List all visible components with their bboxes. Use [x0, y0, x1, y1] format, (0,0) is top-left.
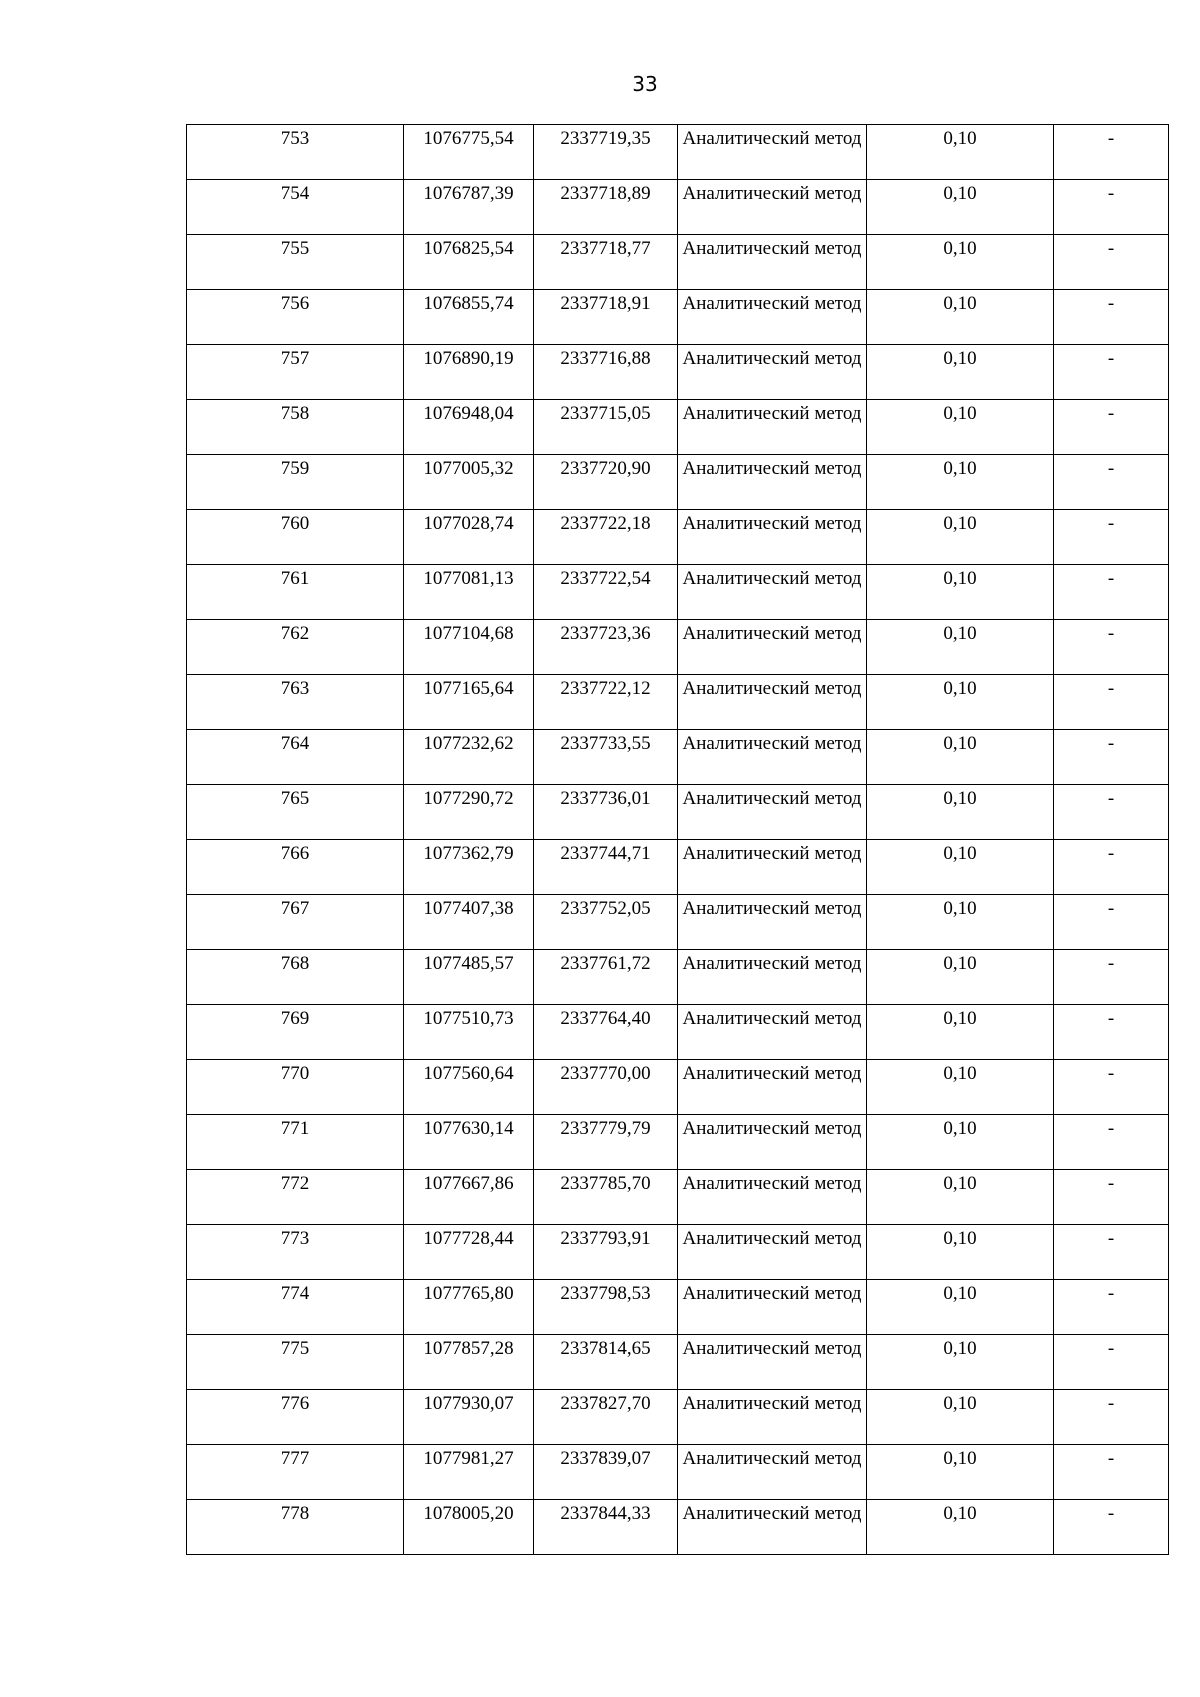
point-number-cell: 777 [187, 1445, 404, 1500]
accuracy-cell: 0,10 [867, 730, 1054, 785]
method-cell: Аналитический метод [678, 785, 867, 840]
x-coordinate-cell: 1077930,07 [404, 1390, 534, 1445]
method-cell: Аналитический метод [678, 1280, 867, 1335]
point-number-cell: 760 [187, 510, 404, 565]
table-row [187, 840, 1169, 895]
method-cell: Аналитический метод [678, 125, 867, 180]
coordinates-table-body [187, 125, 1169, 1555]
y-coordinate-cell: 2337716,88 [534, 345, 678, 400]
x-coordinate-cell: 1076890,19 [404, 345, 534, 400]
x-coordinate-cell: 1076855,74 [404, 290, 534, 345]
y-coordinate-cell: 2337827,70 [534, 1390, 678, 1445]
note-cell: - [1054, 125, 1169, 180]
accuracy-cell: 0,10 [867, 785, 1054, 840]
x-coordinate-cell: 1077630,14 [404, 1115, 534, 1170]
table-row [187, 290, 1169, 345]
table-row [187, 1060, 1169, 1115]
table-row [187, 675, 1169, 730]
accuracy-cell: 0,10 [867, 180, 1054, 235]
table-row [187, 785, 1169, 840]
x-coordinate-cell: 1077510,73 [404, 1005, 534, 1060]
table-row [187, 180, 1169, 235]
x-coordinate-cell: 1077232,62 [404, 730, 534, 785]
y-coordinate-cell: 2337718,91 [534, 290, 678, 345]
accuracy-cell: 0,10 [867, 345, 1054, 400]
x-coordinate-cell: 1076775,54 [404, 125, 534, 180]
accuracy-cell: 0,10 [867, 1390, 1054, 1445]
accuracy-cell: 0,10 [867, 675, 1054, 730]
accuracy-cell: 0,10 [867, 1335, 1054, 1390]
note-cell: - [1054, 1280, 1169, 1335]
note-cell: - [1054, 1500, 1169, 1555]
note-cell: - [1054, 180, 1169, 235]
table-row [187, 235, 1169, 290]
note-cell: - [1054, 1005, 1169, 1060]
method-cell: Аналитический метод [678, 730, 867, 785]
y-coordinate-cell: 2337844,33 [534, 1500, 678, 1555]
point-number-cell: 757 [187, 345, 404, 400]
y-coordinate-cell: 2337793,91 [534, 1225, 678, 1280]
point-number-cell: 759 [187, 455, 404, 510]
point-number-cell: 766 [187, 840, 404, 895]
method-cell: Аналитический метод [678, 1445, 867, 1500]
accuracy-cell: 0,10 [867, 510, 1054, 565]
y-coordinate-cell: 2337814,65 [534, 1335, 678, 1390]
point-number-cell: 770 [187, 1060, 404, 1115]
note-cell: - [1054, 675, 1169, 730]
note-cell: - [1054, 565, 1169, 620]
note-cell: - [1054, 730, 1169, 785]
accuracy-cell: 0,10 [867, 455, 1054, 510]
table-row [187, 565, 1169, 620]
method-cell: Аналитический метод [678, 1005, 867, 1060]
y-coordinate-cell: 2337744,71 [534, 840, 678, 895]
accuracy-cell: 0,10 [867, 1280, 1054, 1335]
table-row [187, 1280, 1169, 1335]
y-coordinate-cell: 2337720,90 [534, 455, 678, 510]
table-row [187, 400, 1169, 455]
x-coordinate-cell: 1076825,54 [404, 235, 534, 290]
table-row [187, 1115, 1169, 1170]
table-row [187, 1225, 1169, 1280]
y-coordinate-cell: 2337770,00 [534, 1060, 678, 1115]
table-row [187, 1445, 1169, 1500]
x-coordinate-cell: 1077362,79 [404, 840, 534, 895]
note-cell: - [1054, 1390, 1169, 1445]
x-coordinate-cell: 1078005,20 [404, 1500, 534, 1555]
table-row [187, 455, 1169, 510]
x-coordinate-cell: 1077104,68 [404, 620, 534, 675]
accuracy-cell: 0,10 [867, 1115, 1054, 1170]
point-number-cell: 774 [187, 1280, 404, 1335]
note-cell: - [1054, 1170, 1169, 1225]
y-coordinate-cell: 2337752,05 [534, 895, 678, 950]
note-cell: - [1054, 1335, 1169, 1390]
accuracy-cell: 0,10 [867, 840, 1054, 895]
method-cell: Аналитический метод [678, 290, 867, 345]
method-cell: Аналитический метод [678, 565, 867, 620]
accuracy-cell: 0,10 [867, 1005, 1054, 1060]
accuracy-cell: 0,10 [867, 565, 1054, 620]
y-coordinate-cell: 2337715,05 [534, 400, 678, 455]
point-number-cell: 778 [187, 1500, 404, 1555]
method-cell: Аналитический метод [678, 620, 867, 675]
table-row [187, 950, 1169, 1005]
accuracy-cell: 0,10 [867, 290, 1054, 345]
y-coordinate-cell: 2337722,18 [534, 510, 678, 565]
x-coordinate-cell: 1077028,74 [404, 510, 534, 565]
accuracy-cell: 0,10 [867, 620, 1054, 675]
accuracy-cell: 0,10 [867, 1060, 1054, 1115]
method-cell: Аналитический метод [678, 675, 867, 730]
y-coordinate-cell: 2337798,53 [534, 1280, 678, 1335]
y-coordinate-cell: 2337718,77 [534, 235, 678, 290]
x-coordinate-cell: 1077407,38 [404, 895, 534, 950]
table-row [187, 895, 1169, 950]
accuracy-cell: 0,10 [867, 235, 1054, 290]
note-cell: - [1054, 235, 1169, 290]
note-cell: - [1054, 950, 1169, 1005]
method-cell: Аналитический метод [678, 840, 867, 895]
point-number-cell: 762 [187, 620, 404, 675]
accuracy-cell: 0,10 [867, 950, 1054, 1005]
point-number-cell: 765 [187, 785, 404, 840]
method-cell: Аналитический метод [678, 345, 867, 400]
accuracy-cell: 0,10 [867, 125, 1054, 180]
accuracy-cell: 0,10 [867, 1225, 1054, 1280]
note-cell: - [1054, 1445, 1169, 1500]
method-cell: Аналитический метод [678, 895, 867, 950]
point-number-cell: 772 [187, 1170, 404, 1225]
method-cell: Аналитический метод [678, 455, 867, 510]
x-coordinate-cell: 1076787,39 [404, 180, 534, 235]
x-coordinate-cell: 1077667,86 [404, 1170, 534, 1225]
y-coordinate-cell: 2337722,12 [534, 675, 678, 730]
method-cell: Аналитический метод [678, 235, 867, 290]
table-row [187, 125, 1169, 180]
y-coordinate-cell: 2337761,72 [534, 950, 678, 1005]
method-cell: Аналитический метод [678, 1115, 867, 1170]
x-coordinate-cell: 1077857,28 [404, 1335, 534, 1390]
coordinates-table [186, 124, 1169, 1555]
point-number-cell: 758 [187, 400, 404, 455]
method-cell: Аналитический метод [678, 1500, 867, 1555]
table-row [187, 510, 1169, 565]
y-coordinate-cell: 2337736,01 [534, 785, 678, 840]
accuracy-cell: 0,10 [867, 1500, 1054, 1555]
table-row [187, 730, 1169, 785]
note-cell: - [1054, 620, 1169, 675]
point-number-cell: 767 [187, 895, 404, 950]
table-row [187, 1500, 1169, 1555]
page-number: 33 [632, 72, 658, 96]
point-number-cell: 771 [187, 1115, 404, 1170]
table-row [187, 345, 1169, 400]
y-coordinate-cell: 2337779,79 [534, 1115, 678, 1170]
note-cell: - [1054, 455, 1169, 510]
x-coordinate-cell: 1077005,32 [404, 455, 534, 510]
method-cell: Аналитический метод [678, 1225, 867, 1280]
accuracy-cell: 0,10 [867, 1445, 1054, 1500]
y-coordinate-cell: 2337785,70 [534, 1170, 678, 1225]
accuracy-cell: 0,10 [867, 895, 1054, 950]
note-cell: - [1054, 510, 1169, 565]
note-cell: - [1054, 1225, 1169, 1280]
y-coordinate-cell: 2337722,54 [534, 565, 678, 620]
note-cell: - [1054, 785, 1169, 840]
point-number-cell: 761 [187, 565, 404, 620]
x-coordinate-cell: 1077485,57 [404, 950, 534, 1005]
method-cell: Аналитический метод [678, 1390, 867, 1445]
x-coordinate-cell: 1077165,64 [404, 675, 534, 730]
y-coordinate-cell: 2337723,36 [534, 620, 678, 675]
note-cell: - [1054, 345, 1169, 400]
point-number-cell: 756 [187, 290, 404, 345]
method-cell: Аналитический метод [678, 1335, 867, 1390]
y-coordinate-cell: 2337839,07 [534, 1445, 678, 1500]
note-cell: - [1054, 1060, 1169, 1115]
table-row [187, 1170, 1169, 1225]
y-coordinate-cell: 2337764,40 [534, 1005, 678, 1060]
x-coordinate-cell: 1077560,64 [404, 1060, 534, 1115]
point-number-cell: 754 [187, 180, 404, 235]
point-number-cell: 755 [187, 235, 404, 290]
y-coordinate-cell: 2337719,35 [534, 125, 678, 180]
method-cell: Аналитический метод [678, 1170, 867, 1225]
point-number-cell: 776 [187, 1390, 404, 1445]
x-coordinate-cell: 1077081,13 [404, 565, 534, 620]
point-number-cell: 769 [187, 1005, 404, 1060]
table-row [187, 620, 1169, 675]
point-number-cell: 753 [187, 125, 404, 180]
note-cell: - [1054, 895, 1169, 950]
table-row [187, 1390, 1169, 1445]
note-cell: - [1054, 290, 1169, 345]
point-number-cell: 768 [187, 950, 404, 1005]
method-cell: Аналитический метод [678, 950, 867, 1005]
y-coordinate-cell: 2337733,55 [534, 730, 678, 785]
note-cell: - [1054, 1115, 1169, 1170]
accuracy-cell: 0,10 [867, 1170, 1054, 1225]
method-cell: Аналитический метод [678, 1060, 867, 1115]
table-row [187, 1005, 1169, 1060]
table-row [187, 1335, 1169, 1390]
method-cell: Аналитический метод [678, 180, 867, 235]
x-coordinate-cell: 1077981,27 [404, 1445, 534, 1500]
note-cell: - [1054, 840, 1169, 895]
point-number-cell: 763 [187, 675, 404, 730]
point-number-cell: 775 [187, 1335, 404, 1390]
x-coordinate-cell: 1077728,44 [404, 1225, 534, 1280]
x-coordinate-cell: 1077765,80 [404, 1280, 534, 1335]
accuracy-cell: 0,10 [867, 400, 1054, 455]
method-cell: Аналитический метод [678, 510, 867, 565]
point-number-cell: 764 [187, 730, 404, 785]
method-cell: Аналитический метод [678, 400, 867, 455]
note-cell: - [1054, 400, 1169, 455]
y-coordinate-cell: 2337718,89 [534, 180, 678, 235]
x-coordinate-cell: 1077290,72 [404, 785, 534, 840]
point-number-cell: 773 [187, 1225, 404, 1280]
x-coordinate-cell: 1076948,04 [404, 400, 534, 455]
